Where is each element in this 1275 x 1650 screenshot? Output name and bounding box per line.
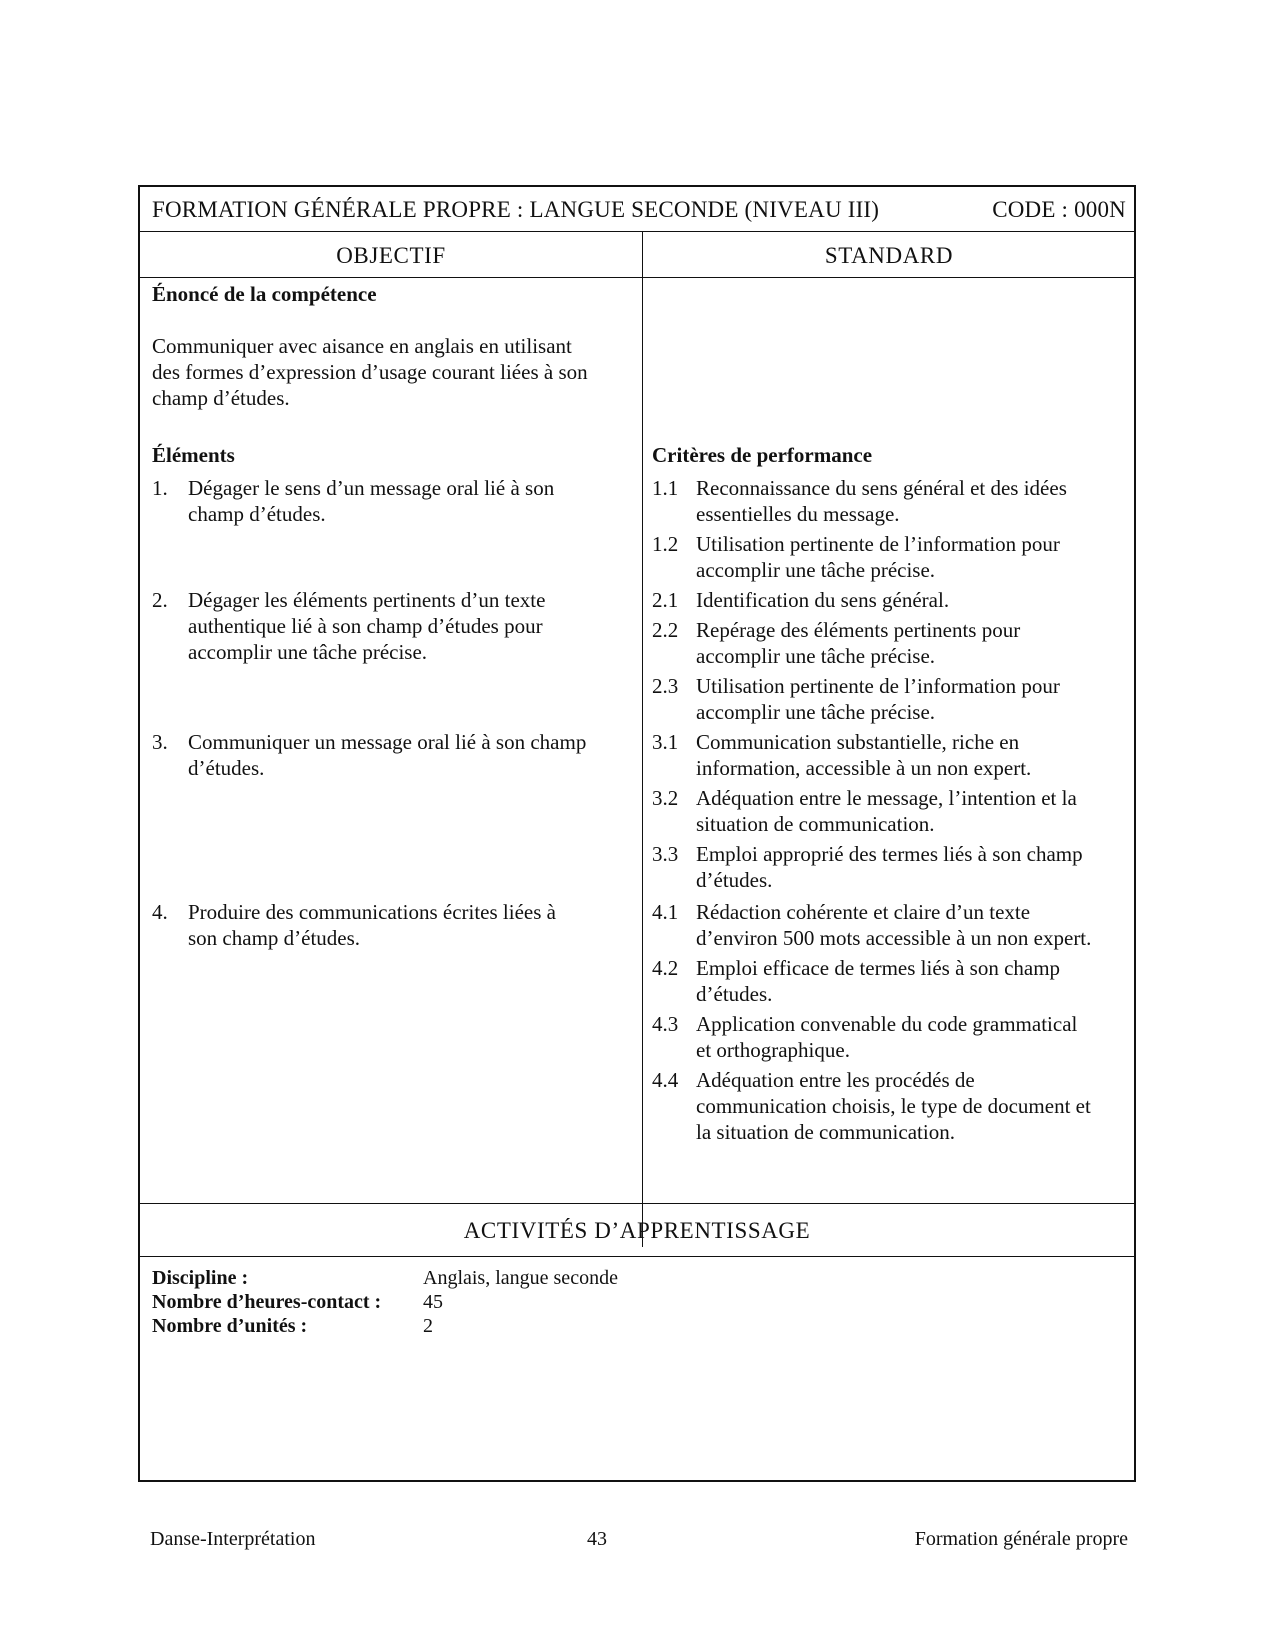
critere-text: information, accessible à un non expert. (696, 756, 1032, 780)
critere-text: d’études. (696, 868, 773, 892)
critere-text: Utilisation pertinente de l’information pour (696, 674, 1060, 698)
critere-text: Emploi approprié des termes liés à son champ (696, 842, 1083, 866)
critere-text: situation de communication. (696, 812, 935, 836)
critere-text: Application convenable du code grammatical (696, 1012, 1078, 1036)
column-divider (642, 231, 643, 1247)
critere-text: essentielles du message. (696, 502, 900, 526)
enonce-line: champ d’études. (152, 386, 290, 410)
discipline-value: Anglais, langue seconde (423, 1267, 618, 1289)
critere-text: d’environ 500 mots accessible à un non expert. (696, 926, 1092, 950)
competency-table (138, 185, 1136, 1482)
title-row (140, 187, 1134, 232)
activites-title: ACTIVITÉS D’APPRENTISSAGE (463, 1218, 811, 1243)
element-text: d’études. (188, 756, 265, 780)
heures-contact-value: 45 (423, 1291, 443, 1313)
heures-contact-label: Nombre d’heures-contact : (152, 1291, 382, 1313)
critere-text: et orthographique. (696, 1038, 850, 1062)
critere-text: accomplir une tâche précise. (696, 700, 936, 724)
critere-number: 2.3 (652, 674, 679, 698)
critere-text: communication choisis, le type de document et (696, 1094, 1091, 1118)
critere-text: Utilisation pertinente de l’information pour (696, 532, 1060, 556)
critere-text: accomplir une tâche précise. (696, 558, 936, 582)
elements-heading: Éléments (152, 443, 235, 467)
course-code: CODE : 000N (992, 197, 1126, 222)
critere-number: 2.1 (652, 588, 679, 612)
critere-number: 3.1 (652, 730, 679, 754)
element-text: Communiquer un message oral lié à son champ (188, 730, 587, 754)
critere-text: Adéquation entre les procédés de (696, 1068, 975, 1092)
critere-text: Adéquation entre le message, l’intention et la (696, 786, 1077, 810)
standard-header: STANDARD (824, 243, 954, 268)
element-number: 4. (152, 900, 168, 924)
enonce-line: Communiquer avec aisance en anglais en utilisant (152, 334, 572, 358)
objectif-header: OBJECTIF (336, 243, 446, 268)
critere-text: Repérage des éléments pertinents pour (696, 618, 1021, 642)
unites-label: Nombre d’unités : (152, 1315, 308, 1337)
element-text: champ d’études. (188, 502, 326, 526)
column-header-row (140, 231, 1134, 278)
element-text: son champ d’études. (188, 926, 361, 950)
footer-page-number: 43 (587, 1528, 607, 1550)
critere-text: Identification du sens général. (696, 588, 950, 612)
element-number: 3. (152, 730, 168, 754)
critere-text: Rédaction cohérente et claire d’un texte (696, 900, 1031, 924)
critere-number: 3.3 (652, 842, 679, 866)
critere-number: 1.2 (652, 532, 679, 556)
critere-number: 4.2 (652, 956, 679, 980)
enonce-heading: Énoncé de la compétence (152, 282, 377, 306)
element-text: Produire des communications écrites liées à (188, 900, 556, 924)
critere-number: 3.2 (652, 786, 679, 810)
element-number: 2. (152, 588, 168, 612)
activites-header-row (140, 1203, 1134, 1257)
discipline-label: Discipline : (152, 1267, 249, 1289)
unites-value: 2 (423, 1315, 433, 1337)
course-title: FORMATION GÉNÉRALE PROPRE : LANGUE SECONDE (NIVEAU III) (152, 197, 880, 222)
critere-text: la situation de communication. (696, 1120, 955, 1144)
criteres-heading: Critères de performance (652, 443, 873, 467)
critere-text: d’études. (696, 982, 773, 1006)
critere-number: 4.4 (652, 1068, 679, 1092)
critere-text: Reconnaissance du sens général et des idées (696, 476, 1067, 500)
footer-program: Danse-Interprétation (150, 1528, 316, 1550)
critere-text: Emploi efficace de termes liés à son champ (696, 956, 1061, 980)
critere-number: 4.3 (652, 1012, 679, 1036)
element-number: 1. (152, 476, 168, 500)
critere-text: Communication substantielle, riche en (696, 730, 1020, 754)
element-text: authentique lié à son champ d’études pour (188, 614, 543, 638)
critere-text: accomplir une tâche précise. (696, 644, 936, 668)
critere-number: 2.2 (652, 618, 679, 642)
footer-section: Formation générale propre (914, 1528, 1128, 1550)
enonce-line: des formes d’expression d’usage courant liées à son (152, 360, 588, 384)
element-text: accomplir une tâche précise. (188, 640, 428, 664)
element-text: Dégager les éléments pertinents d’un texte (188, 588, 546, 612)
critere-number: 1.1 (652, 476, 679, 500)
element-text: Dégager le sens d’un message oral lié à son (188, 476, 555, 500)
critere-number: 4.1 (652, 900, 679, 924)
